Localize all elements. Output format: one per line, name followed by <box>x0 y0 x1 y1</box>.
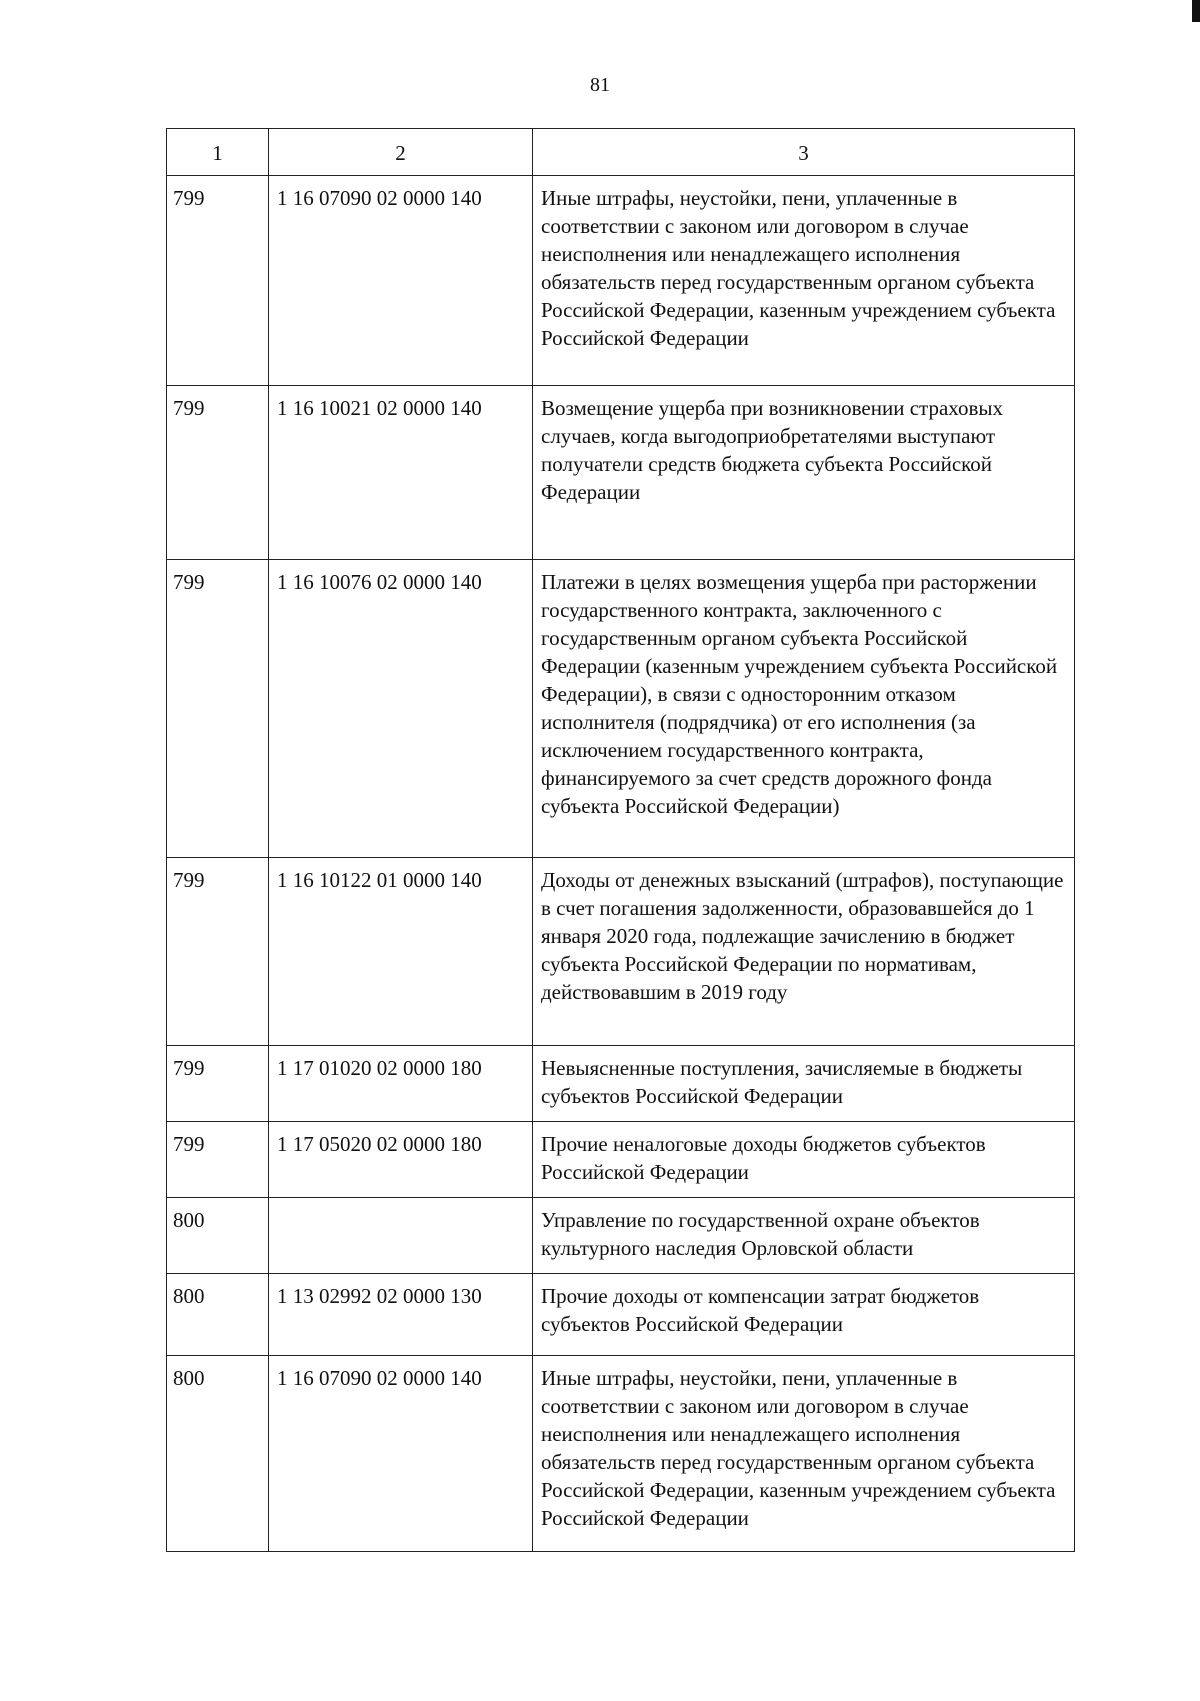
revenue-code-cell: 1 13 02992 02 0000 130 <box>269 1274 533 1356</box>
description-cell: Иные штрафы, неустойки, пени, уплаченные в соответствии с законом или договором в случае неисполнения или ненадлежащего исполнения обязательств перед государственным органом субъекта Российской Федерации, казенным учреждением субъекта Российской Федерации <box>533 1356 1075 1552</box>
admin-code-cell: 799 <box>167 176 269 386</box>
revenue-code-cell: 1 17 05020 02 0000 180 <box>269 1122 533 1198</box>
table-row <box>167 176 1075 386</box>
admin-code-cell: 800 <box>167 1274 269 1356</box>
revenue-codes-table <box>166 128 1075 1552</box>
table-header-row <box>167 129 1075 176</box>
column-header-2: 2 <box>269 129 533 176</box>
description-cell: Иные штрафы, неустойки, пени, уплаченные в соответствии с законом или договором в случае неисполнения или ненадлежащего исполнения обязательств перед государственным органом субъекта Российской Федерации, казенным учреждением субъекта Российской Федерации <box>533 176 1075 386</box>
admin-code-cell: 799 <box>167 560 269 858</box>
table-row <box>167 1122 1075 1198</box>
column-header-3: 3 <box>533 129 1075 176</box>
revenue-code-cell: 1 17 01020 02 0000 180 <box>269 1046 533 1122</box>
table-row <box>167 560 1075 858</box>
description-cell: Прочие неналоговые доходы бюджетов субъектов Российской Федерации <box>533 1122 1075 1198</box>
description-cell: Прочие доходы от компенсации затрат бюджетов субъектов Российской Федерации <box>533 1274 1075 1356</box>
admin-code-cell: 800 <box>167 1356 269 1552</box>
admin-code-cell: 799 <box>167 1046 269 1122</box>
column-header-1: 1 <box>167 129 269 176</box>
revenue-code-cell: 1 16 10021 02 0000 140 <box>269 386 533 560</box>
table-row <box>167 1356 1075 1552</box>
table-row <box>167 1198 1075 1274</box>
revenue-code-cell: 1 16 07090 02 0000 140 <box>269 1356 533 1552</box>
description-cell: Доходы от денежных взысканий (штрафов), поступающие в счет погашения задолженности, образовавшейся до 1 января 2020 года, подлежащие зачислению в бюджет субъекта Российской Федерации по нормативам, действовавшим в 2019 году <box>533 858 1075 1046</box>
table-row <box>167 386 1075 560</box>
admin-code-cell: 800 <box>167 1198 269 1274</box>
admin-code-cell: 799 <box>167 858 269 1046</box>
table-row <box>167 1046 1075 1122</box>
corner-scan-mark <box>1192 0 1200 22</box>
page-number: 81 <box>590 74 610 96</box>
description-cell: Платежи в целях возмещения ущерба при расторжении государственного контракта, заключенного с государственным органом субъекта Российской Федерации (казенным учреждением субъекта Российской Федерации), в связи с односторонним отказом исполнителя (подрядчика) от его исполнения (за исключением государственного контракта, финансируемого за счет средств дорожного фонда субъекта Российской Федерации) <box>533 560 1075 858</box>
description-cell: Невыясненные поступления, зачисляемые в бюджеты субъектов Российской Федерации <box>533 1046 1075 1122</box>
admin-code-cell: 799 <box>167 386 269 560</box>
description-cell: Управление по государственной охране объектов культурного наследия Орловской области <box>533 1198 1075 1274</box>
revenue-code-cell: 1 16 10122 01 0000 140 <box>269 858 533 1046</box>
admin-code-cell: 799 <box>167 1122 269 1198</box>
description-cell: Возмещение ущерба при возникновении страховых случаев, когда выгодоприобретателями выступают получатели средств бюджета субъекта Российской Федерации <box>533 386 1075 560</box>
revenue-code-cell: 1 16 10076 02 0000 140 <box>269 560 533 858</box>
table-row <box>167 858 1075 1046</box>
table-row <box>167 1274 1075 1356</box>
revenue-code-cell: 1 16 07090 02 0000 140 <box>269 176 533 386</box>
revenue-code-cell <box>269 1198 533 1274</box>
